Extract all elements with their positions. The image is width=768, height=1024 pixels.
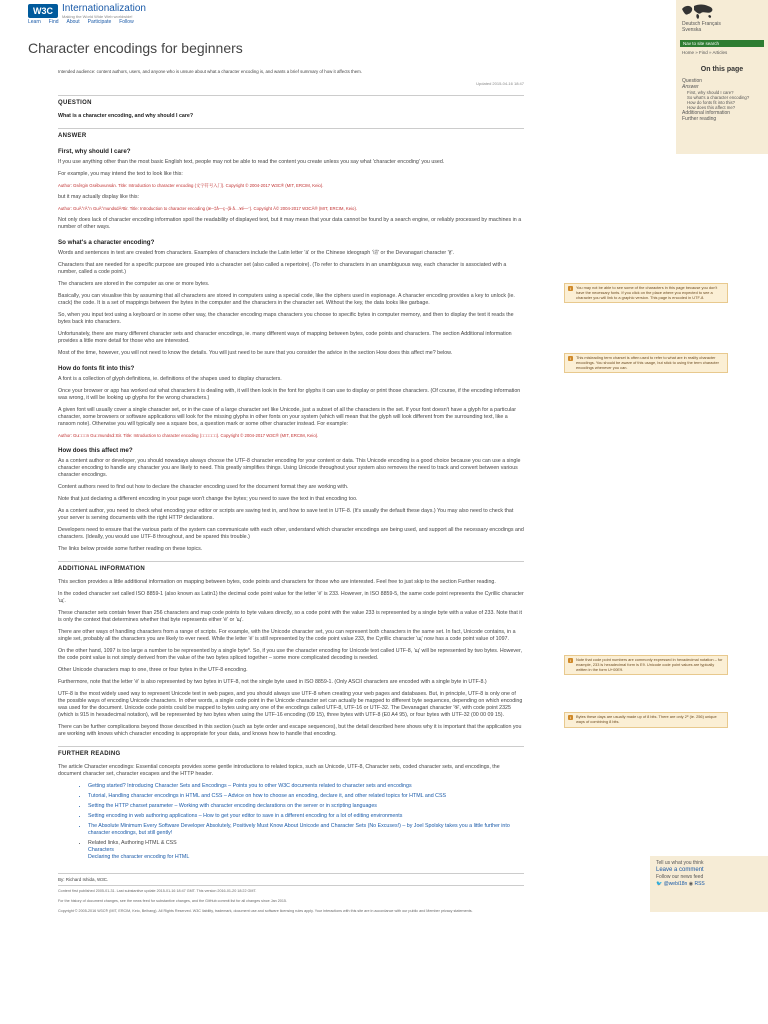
paragraph: Unfortunately, there are many different character sets and character encodings, ie. many different ways of mapping between bytes, code points and characters. The section Additional information provides a little more detail for those who are interested. (58, 331, 512, 344)
paragraph: The article Character encodings: Essential concepts provides some gentle introductions to related topics, such as Unicode, UTF-8, Character sets, coded character sets, and encodings, the document character set, character escapes and the HTTP header. (58, 764, 500, 777)
fonts-heading: How do fonts fit into this? (58, 365, 135, 372)
paragraph: There are other ways of handling characters from a range of scripts. For example, with the Unicode character set, you can represent both characters in the same set. In fact, Unicode contains, in a single set, probably all the characters you are likely to ever need. While the letter 'é' is still represented by the code point value 233, the Cyrillic character 'щ' now has a code point value of 1097. (58, 629, 516, 642)
paragraph: Not only does lack of character encoding information spoil the readability of displayed text, but it may mean that your data cannot be found by a search engine, or reliably processed by machines in a number of other ways. (58, 217, 522, 230)
paragraph: There can be further complications beyond those described in this section (such as byte order and escape sequences), but the detail described here shows why it is important that the application you are working with knows which character encoding is appropriate for your data, and knows how to handle that encoding. (58, 724, 522, 737)
toc-what-encoding[interactable]: So what's a character encoding? (687, 95, 750, 100)
paragraph: Most of the time, however, you will not need to know the details. You will just need to be sure that you consider the advice in the section How does this affect me? below. (58, 350, 453, 356)
footer-copyright: Copyright © 2005-2016 W3C® (MIT, ERCIM, Keio, Beihang). All Rights Reserved. W3C liability, trademark, document use and software licensing rules apply. Your interactions with this site are in accordance with our public and Member privacy statements. (58, 909, 473, 913)
info-icon: i (568, 658, 573, 663)
site-tagline: Making the World Wide Web worldwide! (62, 14, 133, 19)
byline: By: Richard Ishida, W3C. (58, 873, 524, 886)
list-item[interactable]: • The Absolute Minimum Every Software Developer Absolutely, Positively Must Know About Unicode and Character Sets (No Excuses!) – by Joel Spolsky takes you a little further into character encodings, but still gently! (88, 823, 524, 837)
updated-date: Updated 2015-04-16 18:47 (476, 81, 524, 86)
lang-francais[interactable]: Français (701, 21, 721, 27)
site-header (28, 2, 628, 36)
rss-icon: ◉ (688, 881, 694, 887)
margin-note (564, 283, 728, 303)
info-icon: i (568, 356, 573, 361)
link-characters[interactable]: Characters (88, 847, 114, 853)
paragraph: These character sets contain fewer than 256 characters and map code points to byte values directly, so a code point with the value 233 is represented by a single byte with a value of 233. Note that it is only the context that determines whether that byte represents either 'é' or 'щ'. (58, 610, 522, 623)
paragraph: If you use anything other than the most basic English text, people may not be able to read the content you create unless you say what 'character encoding' you used. (58, 159, 445, 165)
list-item[interactable]: • Setting the HTTP charset parameter – Working with character encoding declarations on the server or in scripting languages (88, 803, 524, 810)
paragraph: For example, you may intend the text to look like this: (58, 171, 183, 177)
site-search-nav[interactable]: Nav to site search (680, 40, 764, 47)
paragraph: Other Unicode characters map to one, three or four bytes in the UTF-8 encoding. (58, 667, 248, 673)
world-map-icon (680, 2, 716, 20)
leave-comment-link[interactable]: Leave a comment (656, 867, 704, 873)
toc-answer[interactable]: Answer (682, 84, 699, 90)
footer-line: Content first published 2005-01-31. Last substantive update 2015-01-16 18:47 GMT. This version 2016-01-20 18:22 GMT. (58, 889, 257, 893)
site-title[interactable]: Internationalization (62, 3, 146, 14)
paragraph: On the other hand, 1097 is too large a number to be represented by a single byte*. So, if you use the character encoding for Unicode text called UTF-8, 'щ' will be represented by two bytes. However, the code point value is not simply derived from the value of the two bytes spliced together – some more complicated decoding is needed. (58, 648, 522, 661)
nav-about[interactable]: About (66, 19, 80, 25)
paragraph: Characters that are needed for a specific purpose are grouped into a character set (also called a repertoire). (To refer to characters in an unambiguous way, each character is associated with a number, called a code point.) (58, 262, 507, 275)
paragraph: Developers need to ensure that the various parts of the system can communicate with each other, understand which character encodings are being used, and support all the necessary encodings and characters. (Ideally, you would use UTF-8 throughout, and be spared this trouble.) (58, 527, 524, 540)
paragraph: This section provides a little additional information on mapping between bytes, code points and characters for those who are interested. Feel free to just skip to the section Further reading. (58, 579, 496, 585)
footer-line: For the history of document changes, see the news feed for substantive changes, and the GitHub commit list for all changes since Jan 2015. (58, 899, 287, 903)
toc-why-care[interactable]: First, why should I care? (687, 90, 734, 95)
paragraph: Once your browser or app has worked out what characters it is dealing with, it will then look in the font for glyphs it can use to display or print those characters. (Of course, if the encoding information was wrong, it will be looking up glyphs for the wrong characters.) (58, 388, 521, 401)
answer-heading: ANSWER (58, 128, 524, 140)
paragraph: As a content author or developer, you should nowadays always choose the UTF-8 character encoding for your content or data. This Unicode encoding is a good choice because you can use a single character encoding to handle any character you are likely to need. This greatly simplifies things. Using Unicode throughout your system also removes the need to track and convert between various character encodings. (58, 458, 521, 478)
note-text: Bytes these days are usually made up of 8 bits. There are only 2⁸ (ie. 256) unique ways of combining 8 bits. (576, 714, 717, 724)
related-links-label: Related links, Authoring HTML & CSS (88, 840, 177, 846)
paragraph: Content authors need to find out how to declare the character encoding used for the document format they are working with. (58, 484, 349, 490)
example-correct[interactable]: Author: Gsêrgin Gsébuvunsán. Title: Introduction to character encoding (文字符号入门). Copyright © 2004-2017 W3C® (MIT, ERCIM, Keio). (58, 183, 324, 188)
toc-question[interactable]: Question (682, 78, 703, 84)
nav-learn[interactable]: Learn (28, 19, 41, 25)
question-text: What is a character encoding, and why should I care? (58, 113, 194, 119)
main-content (58, 68, 524, 919)
paragraph: As a content author, you need to check what encoding your editor or scripts are saving text in, and how to save text in UTF-8. (It's usually the default these days.) You may also need to check that your server is serving documents with the right HTTP declarations. (58, 508, 514, 521)
nav-participate[interactable]: Participate (87, 19, 112, 25)
table-of-contents (682, 78, 749, 122)
twitter-icon: 🐦 (656, 881, 663, 887)
social-links (656, 881, 762, 888)
list-item (88, 840, 524, 861)
page-title: Character encodings for beginners (28, 40, 243, 56)
news-feed-label: Follow our news feed (656, 874, 704, 880)
further-heading: FURTHER READING (58, 746, 524, 758)
nav-find[interactable]: Find (48, 19, 59, 25)
lang-svenska[interactable]: Svenska (682, 27, 702, 33)
note-text: Note that code point numbers are commonly expressed in hexadecimal notation – for example, 233 is hexadecimal form is E9. Unicode code point values are typically written in the form U+00E9. (576, 657, 723, 672)
paragraph: Basically, you can visualise this by assuming that all characters are stored in computers using a special code, like the ciphers used in espionage. A character encoding provides a key to unlock (ie. crack) the code. It is a set of mappings between the bytes in the computer and the characters in the character set. Without the key, the data looks like garbage. (58, 293, 515, 306)
list-item[interactable]: • Tutorial, Handling character encodings in HTML and CSS – Advice on how to choose an encoding, declare it, and other related topics for HTML and CSS (88, 793, 524, 800)
paragraph: So, when you input text using a keyboard or in some other way, the character encoding maps characters you choose to specific bytes in computer memory, and then to display the text it reads the bytes back into characters. (58, 312, 514, 325)
additional-heading: ADDITIONAL INFORMATION (58, 561, 524, 573)
what-encoding-heading: So what's a character encoding? (58, 239, 155, 246)
toc-heading: On this page (700, 66, 744, 73)
lang-deutsch[interactable]: Deutsch (682, 21, 701, 27)
info-icon: i (568, 715, 573, 720)
intended-audience: Intended audience: content authors, users, and anyone who is unsure about what a character encoding is, and wants a brief summary of how it affects them. (58, 69, 363, 74)
twitter-link[interactable]: @webi18n (663, 881, 688, 887)
question-heading: QUESTION (58, 95, 524, 107)
affect-heading: How does this affect me? (58, 447, 133, 454)
example-missing-glyphs[interactable]: Author: Gu□□□n Gu□mundsd□ttir. Title: Introduction to character encoding (□□□□□□). Copyright © 2004-2017 W3C® (MIT, ERCIM, Keio). (58, 433, 319, 438)
margin-note (564, 655, 728, 675)
toc-affect[interactable]: How does this affect me? (687, 105, 736, 110)
note-text: You may not be able to see some of the characters in this page because you don't have the necessary fonts. If you click on the place where you expected to see a character you will link to a graphic version. This page is encoded in UTF-8. (576, 285, 718, 300)
link-declaring-encoding[interactable]: Declaring the character encoding for HTML (88, 854, 190, 860)
paragraph: Words and sentences in text are created from characters. Examples of characters include the Latin letter 'á' or the Chinese ideograph '请' or the Devanagari character 'ह'. (58, 250, 454, 256)
note-text: This misleading term charset is often used to refer to what are in reality character encodings. You should be aware of this usage, but stick to using the term character encodings whenever you can. (576, 355, 719, 370)
language-links (682, 21, 721, 33)
toc-fonts[interactable]: How do fonts fit into this? (687, 100, 736, 105)
paragraph: A given font will usually cover a single character set, or in the case of a large character set like Unicode, just a subset of all the characters in the set. If your font doesn't have a glyph for a particular character, some browsers or software applications will look for the missing glyphs in other fonts on your system (which will mean that the glyph will look different from the surrounding text, like a ransom note). Otherwise you will typically see a square box, a question mark or some other character instead. For example: (58, 407, 516, 427)
paragraph: In the coded character set called ISO 8859-1 (also known as Latin1) the decimal code point value for the letter 'é' is 233. However, in ISO 8859-5, the same code point represents the Cyrillic character 'щ'. (58, 591, 524, 604)
further-list (58, 783, 524, 861)
rss-link[interactable]: RSS (694, 881, 705, 887)
nav-follow[interactable]: Follow (119, 19, 134, 25)
list-item[interactable]: • Setting encoding in web authoring applications – How to get your editor to save in a different encoding for a lot of editing environments (88, 813, 524, 820)
paragraph: The characters are stored in the computer as one or more bytes. (58, 281, 210, 287)
breadcrumb[interactable]: Home » Find » Articles (682, 50, 728, 55)
info-icon: i (568, 286, 573, 291)
paragraph: Furthermore, note that the letter 'é' is also represented by two bytes in UTF-8, not the single byte used in ISO 8859-1. (Only ASCII characters are encoded with a single byte in UTF-8.) (58, 679, 487, 685)
paragraph: The links below provide some further reading on these topics. (58, 546, 203, 552)
paragraph: but it may actually display like this: (58, 194, 139, 200)
toc-further[interactable]: Further reading (682, 116, 717, 122)
toc-additional[interactable]: Additional information (682, 110, 731, 116)
margin-note (564, 712, 728, 728)
paragraph: UTF-8 is the most widely used way to represent Unicode text in web pages, and you should always use UTF-8 when creating your web pages and databases. But, in principle, UTF-8 is only one of the possible ways of encoding Unicode characters. In other words, a single code point in the Unicode character set can actually be mapped to different byte sequences, depending on which encoding was used for the document. Unicode code points could be mapped to bytes using any one of the encodings called UTF-8, UTF-16 or UTF-32. The Devanagari character 'क', with code point 2325 (which is 915 in hexadecimal notation), will be represented by two bytes when using the UTF-16 encoding (09 15), three bytes with UTF-8 (E0 A4 95), or four bytes with UTF-32 (00 00 09 15). (58, 691, 523, 718)
feedback-prompt: Tell us what you think (656, 860, 704, 866)
paragraph: A font is a collection of glyph definitions, ie. definitions of the shapes used to display characters. (58, 376, 282, 382)
list-item[interactable]: • Getting started? Introducing Character Sets and Encodings – Points you to other W3C documents related to character sets and encodings (88, 783, 524, 790)
why-care-heading: First, why should I care? (58, 148, 131, 155)
example-garbled[interactable]: Author: GuÃ°rÃ°n GuÃ°mundsdÃ³ttir. Title: Introduction to character encoding (æ–‡å—ç¬¦å·å…¥é—¨). Copyright Â© 2004-2017 W3CÂ® (MIT, ERCIM, Keio). (58, 206, 358, 211)
margin-note (564, 353, 728, 373)
top-nav (28, 19, 134, 25)
social-box (650, 856, 768, 912)
w3c-logo[interactable]: W3C (28, 4, 58, 18)
paragraph: Note that just declaring a different encoding in your page won't change the bytes; you need to save the text in that encoding too. (58, 496, 358, 502)
sidebar (676, 0, 768, 154)
